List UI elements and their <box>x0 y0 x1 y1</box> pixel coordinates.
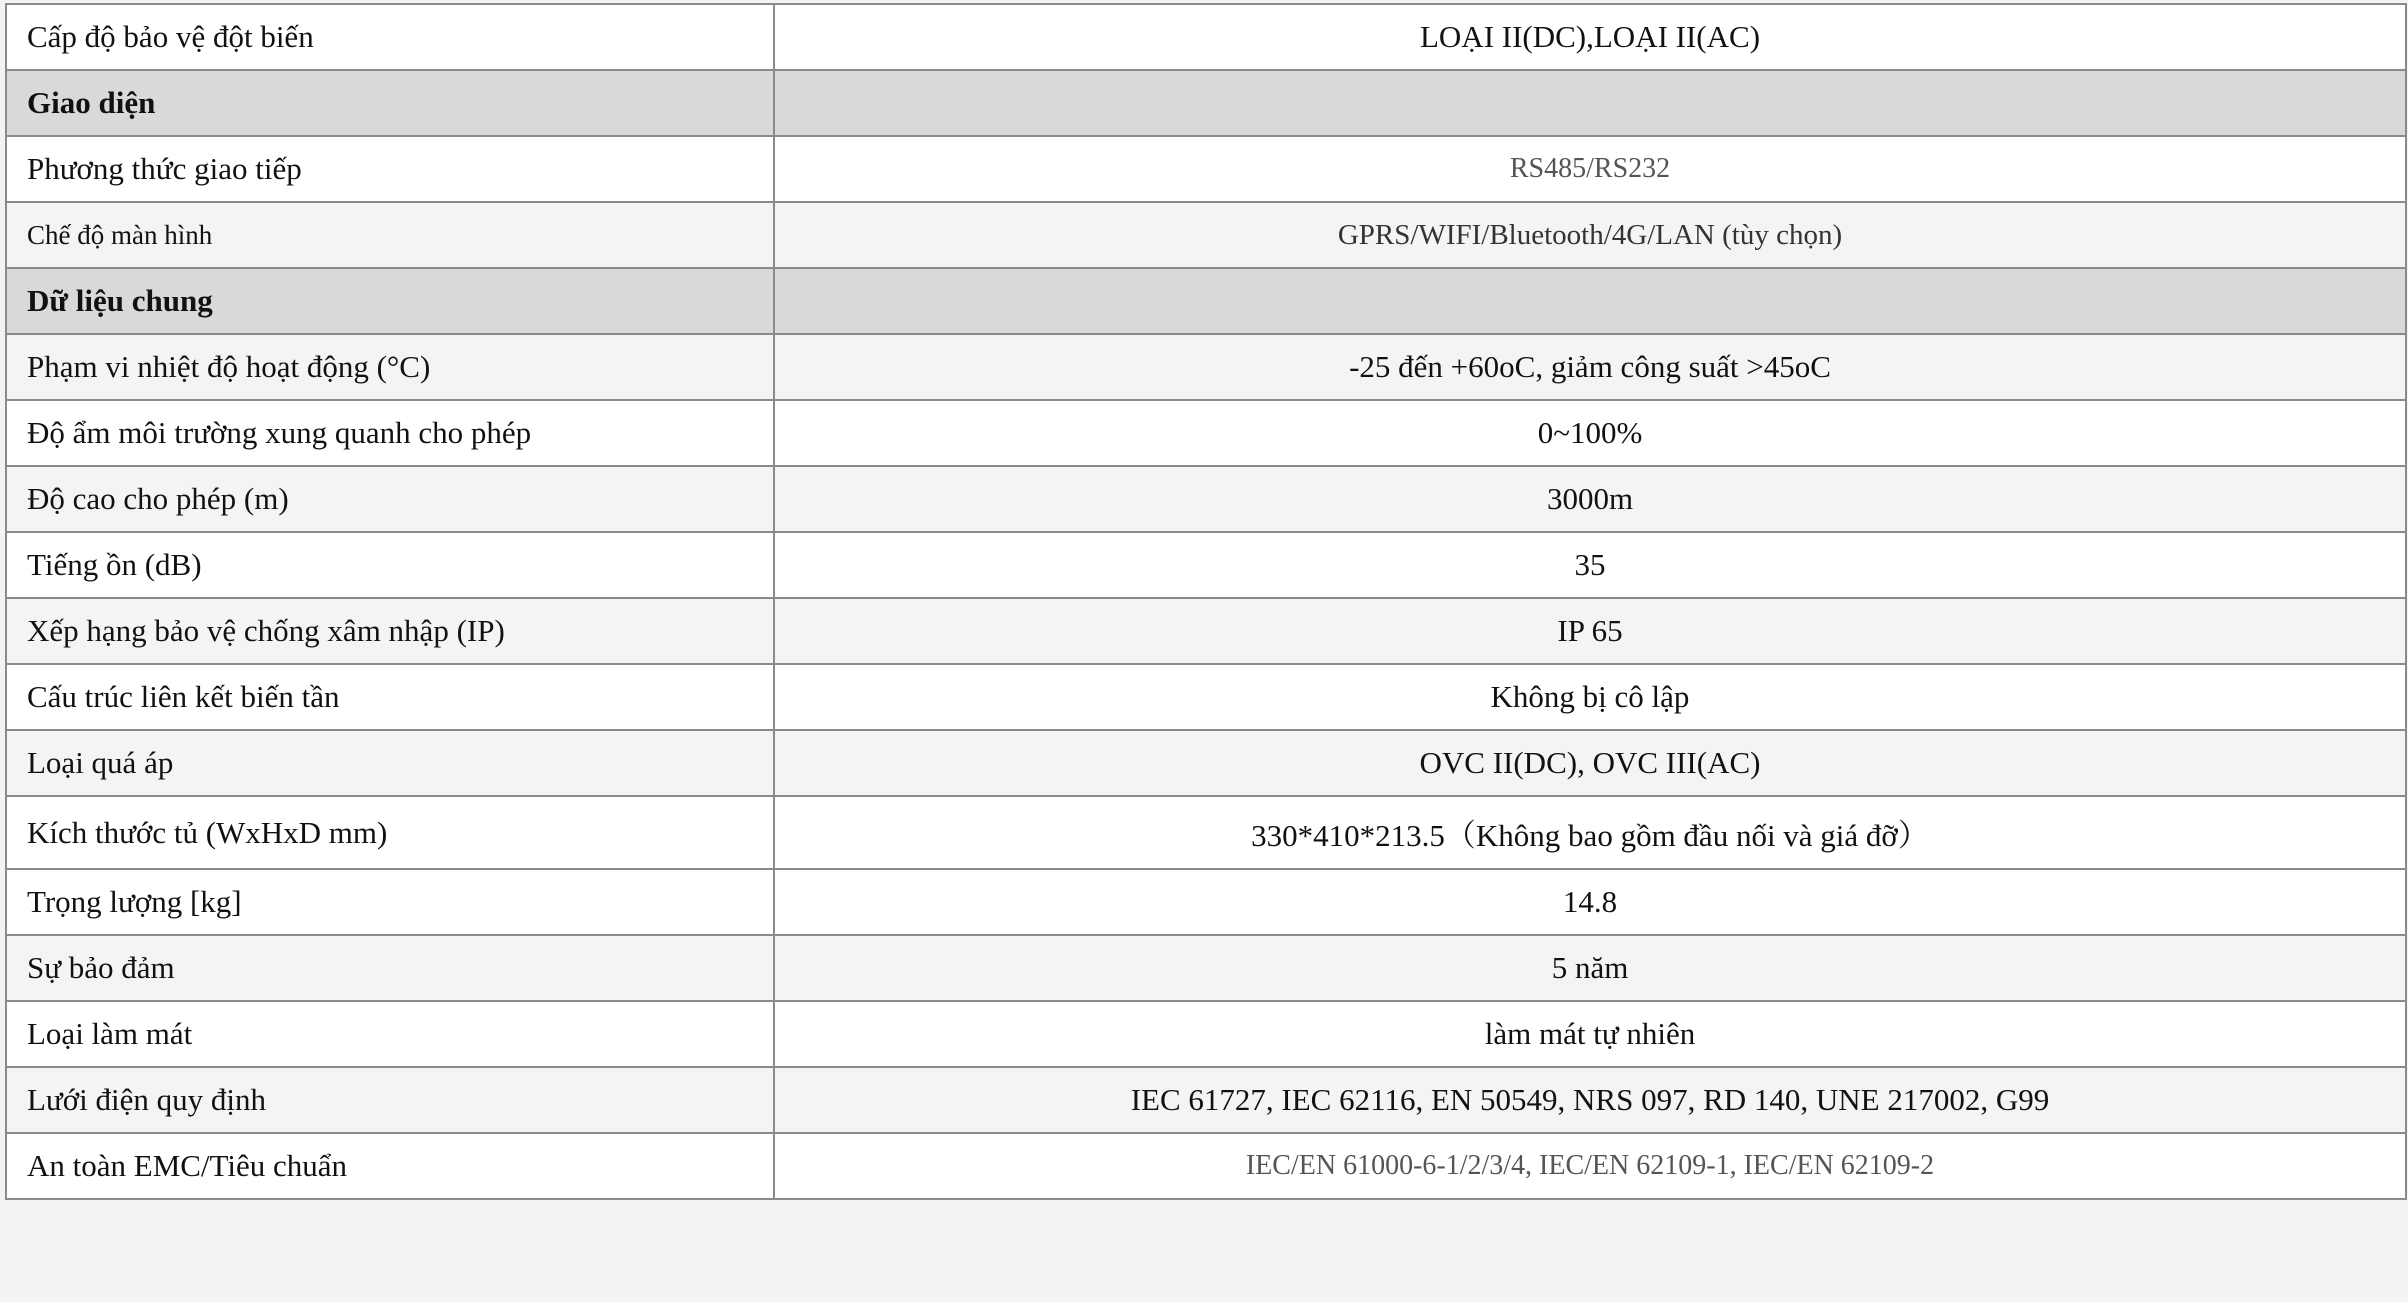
row-value: LOẠI II(DC),LOẠI II(AC) <box>774 4 2406 70</box>
table-row <box>6 202 2406 268</box>
row-value: 14.8 <box>774 869 2406 935</box>
table-row <box>6 136 2406 202</box>
row-label: Sự bảo đảm <box>6 935 774 1001</box>
section-blank <box>774 268 2406 334</box>
section-title: Dữ liệu chung <box>6 268 774 334</box>
table-row <box>6 334 2406 400</box>
table-row <box>6 1067 2406 1133</box>
table-row <box>6 1133 2406 1199</box>
row-label: Cấu trúc liên kết biến tần <box>6 664 774 730</box>
table-row <box>6 4 2406 70</box>
row-value: 0~100% <box>774 400 2406 466</box>
table-row <box>6 935 2406 1001</box>
spec-sheet <box>5 3 2405 1200</box>
row-value: IP 65 <box>774 598 2406 664</box>
row-value: IEC/EN 61000-6-1/2/3/4, IEC/EN 62109-1, IEC/EN 62109-2 <box>774 1133 2406 1199</box>
table-row <box>6 1001 2406 1067</box>
row-value: IEC 61727, IEC 62116, EN 50549, NRS 097, RD 140, UNE 217002, G99 <box>774 1067 2406 1133</box>
row-label: Phạm vi nhiệt độ hoạt động (°C) <box>6 334 774 400</box>
section-title: Giao diện <box>6 70 774 136</box>
section-blank <box>774 70 2406 136</box>
table-row <box>6 664 2406 730</box>
table-row <box>6 730 2406 796</box>
table-row <box>6 532 2406 598</box>
row-label: Loại làm mát <box>6 1001 774 1067</box>
row-label: Lưới điện quy định <box>6 1067 774 1133</box>
row-label: Kích thước tủ (WxHxD mm) <box>6 796 774 869</box>
row-label: Độ cao cho phép (m) <box>6 466 774 532</box>
row-value: Không bị cô lập <box>774 664 2406 730</box>
table-row <box>6 400 2406 466</box>
table-row <box>6 598 2406 664</box>
row-value: 5 năm <box>774 935 2406 1001</box>
row-value: -25 đến +60oC, giảm công suất >45oC <box>774 334 2406 400</box>
row-value: OVC II(DC), OVC III(AC) <box>774 730 2406 796</box>
row-value: GPRS/WIFI/Bluetooth/4G/LAN (tùy chọn) <box>774 202 2406 268</box>
row-label: An toàn EMC/Tiêu chuẩn <box>6 1133 774 1199</box>
spec-table <box>5 3 2407 1200</box>
section-header <box>6 268 2406 334</box>
table-row <box>6 869 2406 935</box>
row-value: làm mát tự nhiên <box>774 1001 2406 1067</box>
row-label: Cấp độ bảo vệ đột biến <box>6 4 774 70</box>
row-label: Phương thức giao tiếp <box>6 136 774 202</box>
row-label: Loại quá áp <box>6 730 774 796</box>
row-label: Độ ẩm môi trường xung quanh cho phép <box>6 400 774 466</box>
section-header <box>6 70 2406 136</box>
row-value: 3000m <box>774 466 2406 532</box>
row-label: Chế độ màn hình <box>6 202 774 268</box>
row-value: 330*410*213.5（Không bao gồm đầu nối và giá đỡ） <box>774 796 2406 869</box>
row-value: 35 <box>774 532 2406 598</box>
row-value: RS485/RS232 <box>774 136 2406 202</box>
row-label: Xếp hạng bảo vệ chống xâm nhập (IP) <box>6 598 774 664</box>
row-label: Tiếng ồn (dB) <box>6 532 774 598</box>
table-row <box>6 796 2406 869</box>
table-row <box>6 466 2406 532</box>
row-label: Trọng lượng [kg] <box>6 869 774 935</box>
